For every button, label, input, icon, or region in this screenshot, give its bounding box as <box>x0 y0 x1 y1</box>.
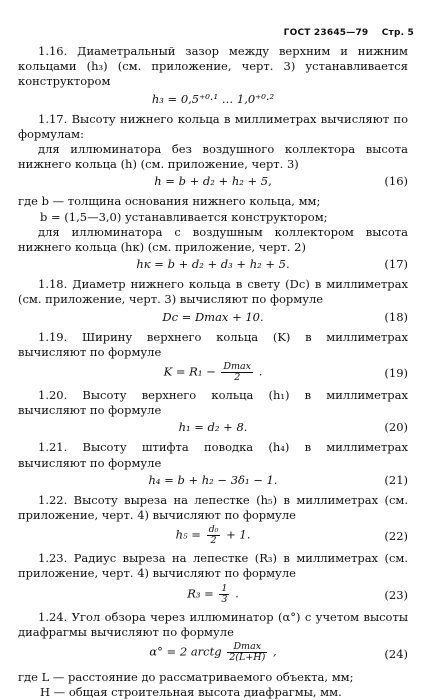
formula-22: h₅ = $\frac{\text{d₀}}{2}$ + 1. (22) <box>175 524 408 547</box>
formula-number-18: (18) <box>384 309 408 324</box>
formula-number-24: (24) <box>384 647 408 662</box>
formula-number-23: (23) <box>384 587 408 602</box>
formula-number-20: (20) <box>384 420 408 435</box>
page-number: Стр. 5 <box>381 28 414 38</box>
formula-20: h₁ = d₂ + 8. (20) <box>178 420 408 435</box>
paragraph-1-18: 1.18. Диаметр нижнего кольца в свету (Dс) в миллиметрах (см. приложение, черт. 3) вычисляют по формуле <box>18 277 408 307</box>
formula-21: h₄ = b + h₂ − 3δ₁ − 1. (21) <box>148 472 408 487</box>
document-body <box>18 44 408 700</box>
formula-18: Dс = Dmax + 10. (18) <box>162 309 408 324</box>
gost-number: ГОСТ 23645—79 <box>283 28 369 38</box>
fraction: $\frac{1}{3}$ <box>221 582 228 605</box>
fraction: $\frac{Dmax}{2}$ <box>223 361 252 384</box>
formula-17: hк = b + d₂ + d₃ + h₂ + 5. (17) <box>136 257 408 272</box>
paragraph-1-22: 1.22. Высоту выреза на лепестке (h₅) в миллиметрах (см. приложение, черт. 4) вычисляют по формуле <box>18 492 408 523</box>
paragraph-1-21: 1.21. Высоту штифта поводка (h₄) в миллиметрах вычисляют по формуле <box>18 440 408 470</box>
formula-number-17: (17) <box>384 257 408 272</box>
paragraph-1-24: 1.24. Угол обзора через иллюминатор (α°) с учетом высоты диафрагмы вычисляют по формуле <box>18 609 408 639</box>
formula-h3: h₃ = 0,5⁺⁰·¹ … 1,0⁺⁰·² <box>151 91 275 106</box>
formula-19: K = R₁ − $\frac{Dmax}{2}$ . (19) <box>163 361 408 384</box>
paragraph-1-17-b: для иллюминатора с воздушным коллектором высота нижнего кольца (hк) (см. приложение, черт. 2) <box>18 224 408 255</box>
paragraph-1-17-a: для иллюминатора без воздушного коллектора высота нижнего кольца (h) (см. приложение, черт. 3) <box>18 142 408 172</box>
formula-number-21: (21) <box>384 472 408 487</box>
definitions-l-h: где L — расстояние до рассматриваемого объекта, мм; H — общая строительная высота диафрагмы, мм. <box>18 670 354 700</box>
fraction: $\frac{Dmax}{2(L+H)}$ <box>229 641 266 664</box>
formula-24: α° = 2 arctg $\frac{Dmax}{2(L+H)}$ , (24) <box>149 641 408 664</box>
paragraph-1-17: 1.17. Высоту нижнего кольца в миллиметрах вычисляют по формулам: <box>18 111 408 141</box>
page-header <box>274 28 414 38</box>
definitions-b: где b — толщина основания нижнего кольца, мм; b = (1,5—3,0) устанавливается конструктором; <box>18 194 328 224</box>
formula-23: R₃ = $\frac{1}{3}$ . (23) <box>187 582 408 605</box>
formula-16: h = b + d₂ + h₂ + 5, (16) <box>154 174 408 189</box>
paragraph-1-16: 1.16. Диаметральный зазор между верхним и нижним кольцами (h₃) (см. приложение, черт. 3) устанавливается конструктором <box>18 44 408 89</box>
paragraph-1-20: 1.20. Высоту верхнего кольца (h₁) в миллиметрах вычисляют по формуле <box>18 388 408 418</box>
fraction: $\frac{\text{d₀}}{2}$ <box>208 524 219 547</box>
paragraph-1-23: 1.23. Радиус выреза на лепестке (R₃) в миллиметрах (см. приложение, черт. 4) вычисляют по формуле <box>18 551 408 581</box>
formula-number-22: (22) <box>384 529 408 544</box>
formula-number-19: (19) <box>384 366 408 381</box>
formula-number-16: (16) <box>384 174 408 189</box>
paragraph-1-19: 1.19. Ширину верхнего кольца (K) в миллиметрах вычисляют по формуле <box>18 329 408 359</box>
